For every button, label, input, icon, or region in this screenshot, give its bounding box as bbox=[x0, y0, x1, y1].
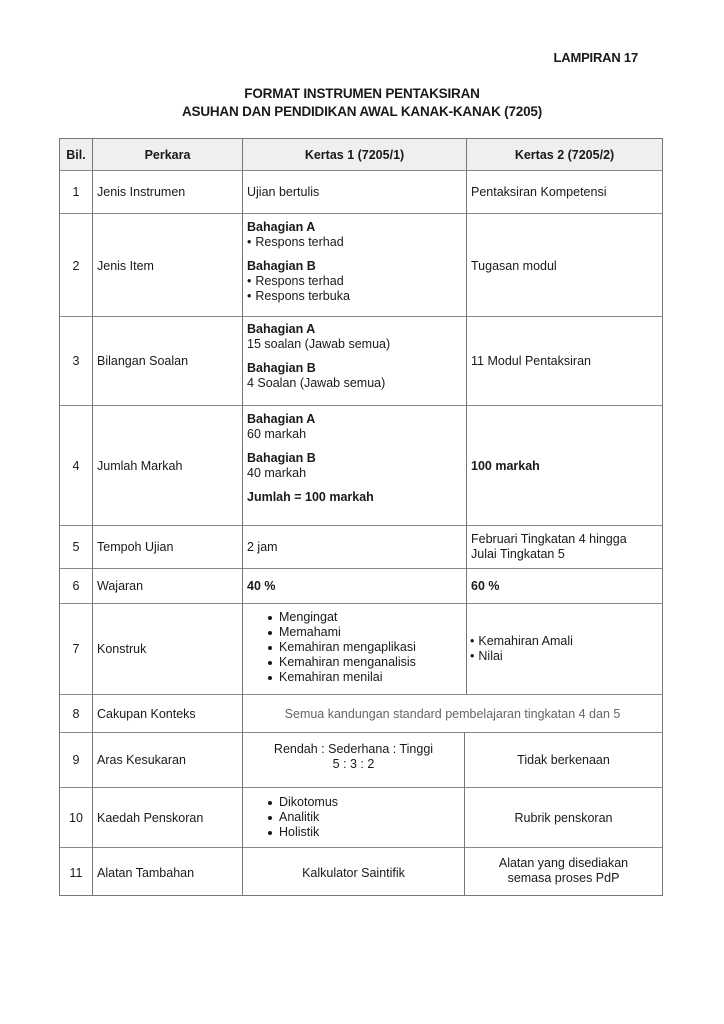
kertas2-value bbox=[470, 634, 660, 664]
text-line: Alatan yang disediakan bbox=[498, 856, 629, 870]
kertas2-value: Tugasan modul bbox=[471, 259, 557, 273]
row-number: 8 bbox=[72, 707, 80, 721]
kertas2-value: 60 % bbox=[471, 579, 500, 593]
list-item: • Respons terhad bbox=[247, 274, 462, 289]
column-divider bbox=[92, 139, 93, 895]
row-number: 1 bbox=[72, 185, 80, 199]
row-divider bbox=[60, 847, 662, 848]
row-number: 5 bbox=[72, 540, 80, 554]
row-label: Cakupan Konteks bbox=[97, 707, 196, 721]
kertas1-value bbox=[247, 322, 462, 391]
list-item: Kemahiran menilai bbox=[267, 670, 462, 685]
kertas1-value bbox=[243, 742, 464, 772]
row-number: 11 bbox=[69, 866, 83, 880]
kertas1-value: 2 jam bbox=[247, 540, 278, 554]
kertas2-value: Rubrik penskoran bbox=[514, 811, 613, 825]
section-a-heading: Bahagian A bbox=[247, 220, 316, 234]
row-divider bbox=[60, 525, 662, 526]
text-line: Rendah : Sederhana : Tinggi bbox=[273, 742, 434, 756]
document-title: FORMAT INSTRUMEN PENTAKSIRAN bbox=[244, 86, 480, 101]
kertas1-value bbox=[267, 795, 462, 840]
section-b-text: 40 markah bbox=[247, 466, 307, 480]
list-item: Mengingat bbox=[267, 610, 462, 625]
row-number: 3 bbox=[72, 354, 80, 368]
row-divider bbox=[60, 694, 662, 695]
list-item: • Kemahiran Amali bbox=[470, 634, 660, 649]
section-b-heading: Bahagian B bbox=[247, 361, 316, 375]
row-number: 10 bbox=[69, 811, 83, 825]
text-line: semasa proses PdP bbox=[507, 871, 620, 885]
row-divider bbox=[60, 568, 662, 569]
list-item: Analitik bbox=[267, 810, 462, 825]
row-number: 2 bbox=[72, 259, 80, 273]
list-item: • Nilai bbox=[470, 649, 660, 664]
row-label: Wajaran bbox=[97, 579, 144, 593]
column-header-kertas1: Kertas 1 (7205/1) bbox=[304, 148, 405, 162]
merged-value: Semua kandungan standard pembelajaran tingkatan 4 dan 5 bbox=[284, 707, 621, 721]
list-item: Kemahiran mengaplikasi bbox=[267, 640, 462, 655]
section-b-text: 4 Soalan (Jawab semua) bbox=[247, 376, 386, 390]
kertas1-value bbox=[267, 610, 462, 685]
column-divider bbox=[242, 139, 243, 895]
row-label: Jenis Instrumen bbox=[97, 185, 186, 199]
list-item: Memahami bbox=[267, 625, 462, 640]
kertas2-value: 11 Modul Pentaksiran bbox=[471, 354, 591, 368]
list-item: Dikotomus bbox=[267, 795, 462, 810]
list-item: Kemahiran menganalisis bbox=[267, 655, 462, 670]
kertas2-value: Tidak berkenaan bbox=[517, 753, 610, 767]
row-divider bbox=[60, 213, 662, 214]
total-marks: Jumlah = 100 markah bbox=[247, 490, 374, 504]
section-b-heading: Bahagian B bbox=[247, 259, 316, 273]
kertas2-value: 100 markah bbox=[471, 459, 540, 473]
kertas1-value bbox=[247, 220, 462, 304]
row-divider bbox=[60, 787, 662, 788]
row-label: Jenis Item bbox=[97, 259, 154, 273]
row-divider bbox=[60, 603, 662, 604]
section-a-heading: Bahagian A bbox=[247, 412, 316, 426]
column-header-perkara: Perkara bbox=[144, 148, 191, 162]
row-number: 4 bbox=[72, 459, 80, 473]
row-divider bbox=[60, 316, 662, 317]
text-line: 5 : 3 : 2 bbox=[332, 757, 375, 771]
row-divider bbox=[60, 732, 662, 733]
row-label: Alatan Tambahan bbox=[97, 866, 195, 880]
row-label: Tempoh Ujian bbox=[97, 540, 174, 554]
text-line: Februari Tingkatan 4 hingga bbox=[471, 532, 627, 546]
row-label: Jumlah Markah bbox=[97, 459, 183, 473]
document-subtitle: ASUHAN DAN PENDIDIKAN AWAL KANAK-KANAK (7205) bbox=[181, 104, 543, 119]
text-line: Julai Tingkatan 5 bbox=[471, 547, 565, 561]
kertas1-value: Kalkulator Saintifik bbox=[302, 866, 405, 880]
section-a-text: 15 soalan (Jawab semua) bbox=[247, 337, 391, 351]
row-label: Aras Kesukaran bbox=[97, 753, 186, 767]
column-header-kertas2: Kertas 2 (7205/2) bbox=[514, 148, 615, 162]
row-label: Kaedah Penskoran bbox=[97, 811, 204, 825]
kertas2-value: Pentaksiran Kompetensi bbox=[471, 185, 607, 199]
row-number: 7 bbox=[72, 642, 80, 656]
list-item: • Respons terbuka bbox=[247, 289, 462, 304]
row-number: 9 bbox=[72, 753, 80, 767]
kertas2-value bbox=[465, 856, 662, 886]
row-label: Konstruk bbox=[97, 642, 147, 656]
row-divider bbox=[60, 405, 662, 406]
section-a-heading: Bahagian A bbox=[247, 322, 316, 336]
kertas1-value bbox=[247, 412, 462, 505]
row-number: 6 bbox=[72, 579, 80, 593]
column-divider bbox=[466, 139, 467, 694]
list-item: Holistik bbox=[267, 825, 462, 840]
assessment-format-table bbox=[59, 138, 663, 896]
section-b-heading: Bahagian B bbox=[247, 451, 316, 465]
kertas1-value: 40 % bbox=[247, 579, 276, 593]
kertas1-value: Ujian bertulis bbox=[247, 185, 320, 199]
list-item: • Respons terhad bbox=[247, 235, 462, 250]
row-label: Bilangan Soalan bbox=[97, 354, 189, 368]
column-header-bil: Bil. bbox=[66, 148, 86, 162]
row-divider bbox=[60, 170, 662, 171]
kertas2-value bbox=[471, 532, 661, 562]
section-a-text: 60 markah bbox=[247, 427, 307, 441]
appendix-label: LAMPIRAN 17 bbox=[553, 50, 638, 65]
